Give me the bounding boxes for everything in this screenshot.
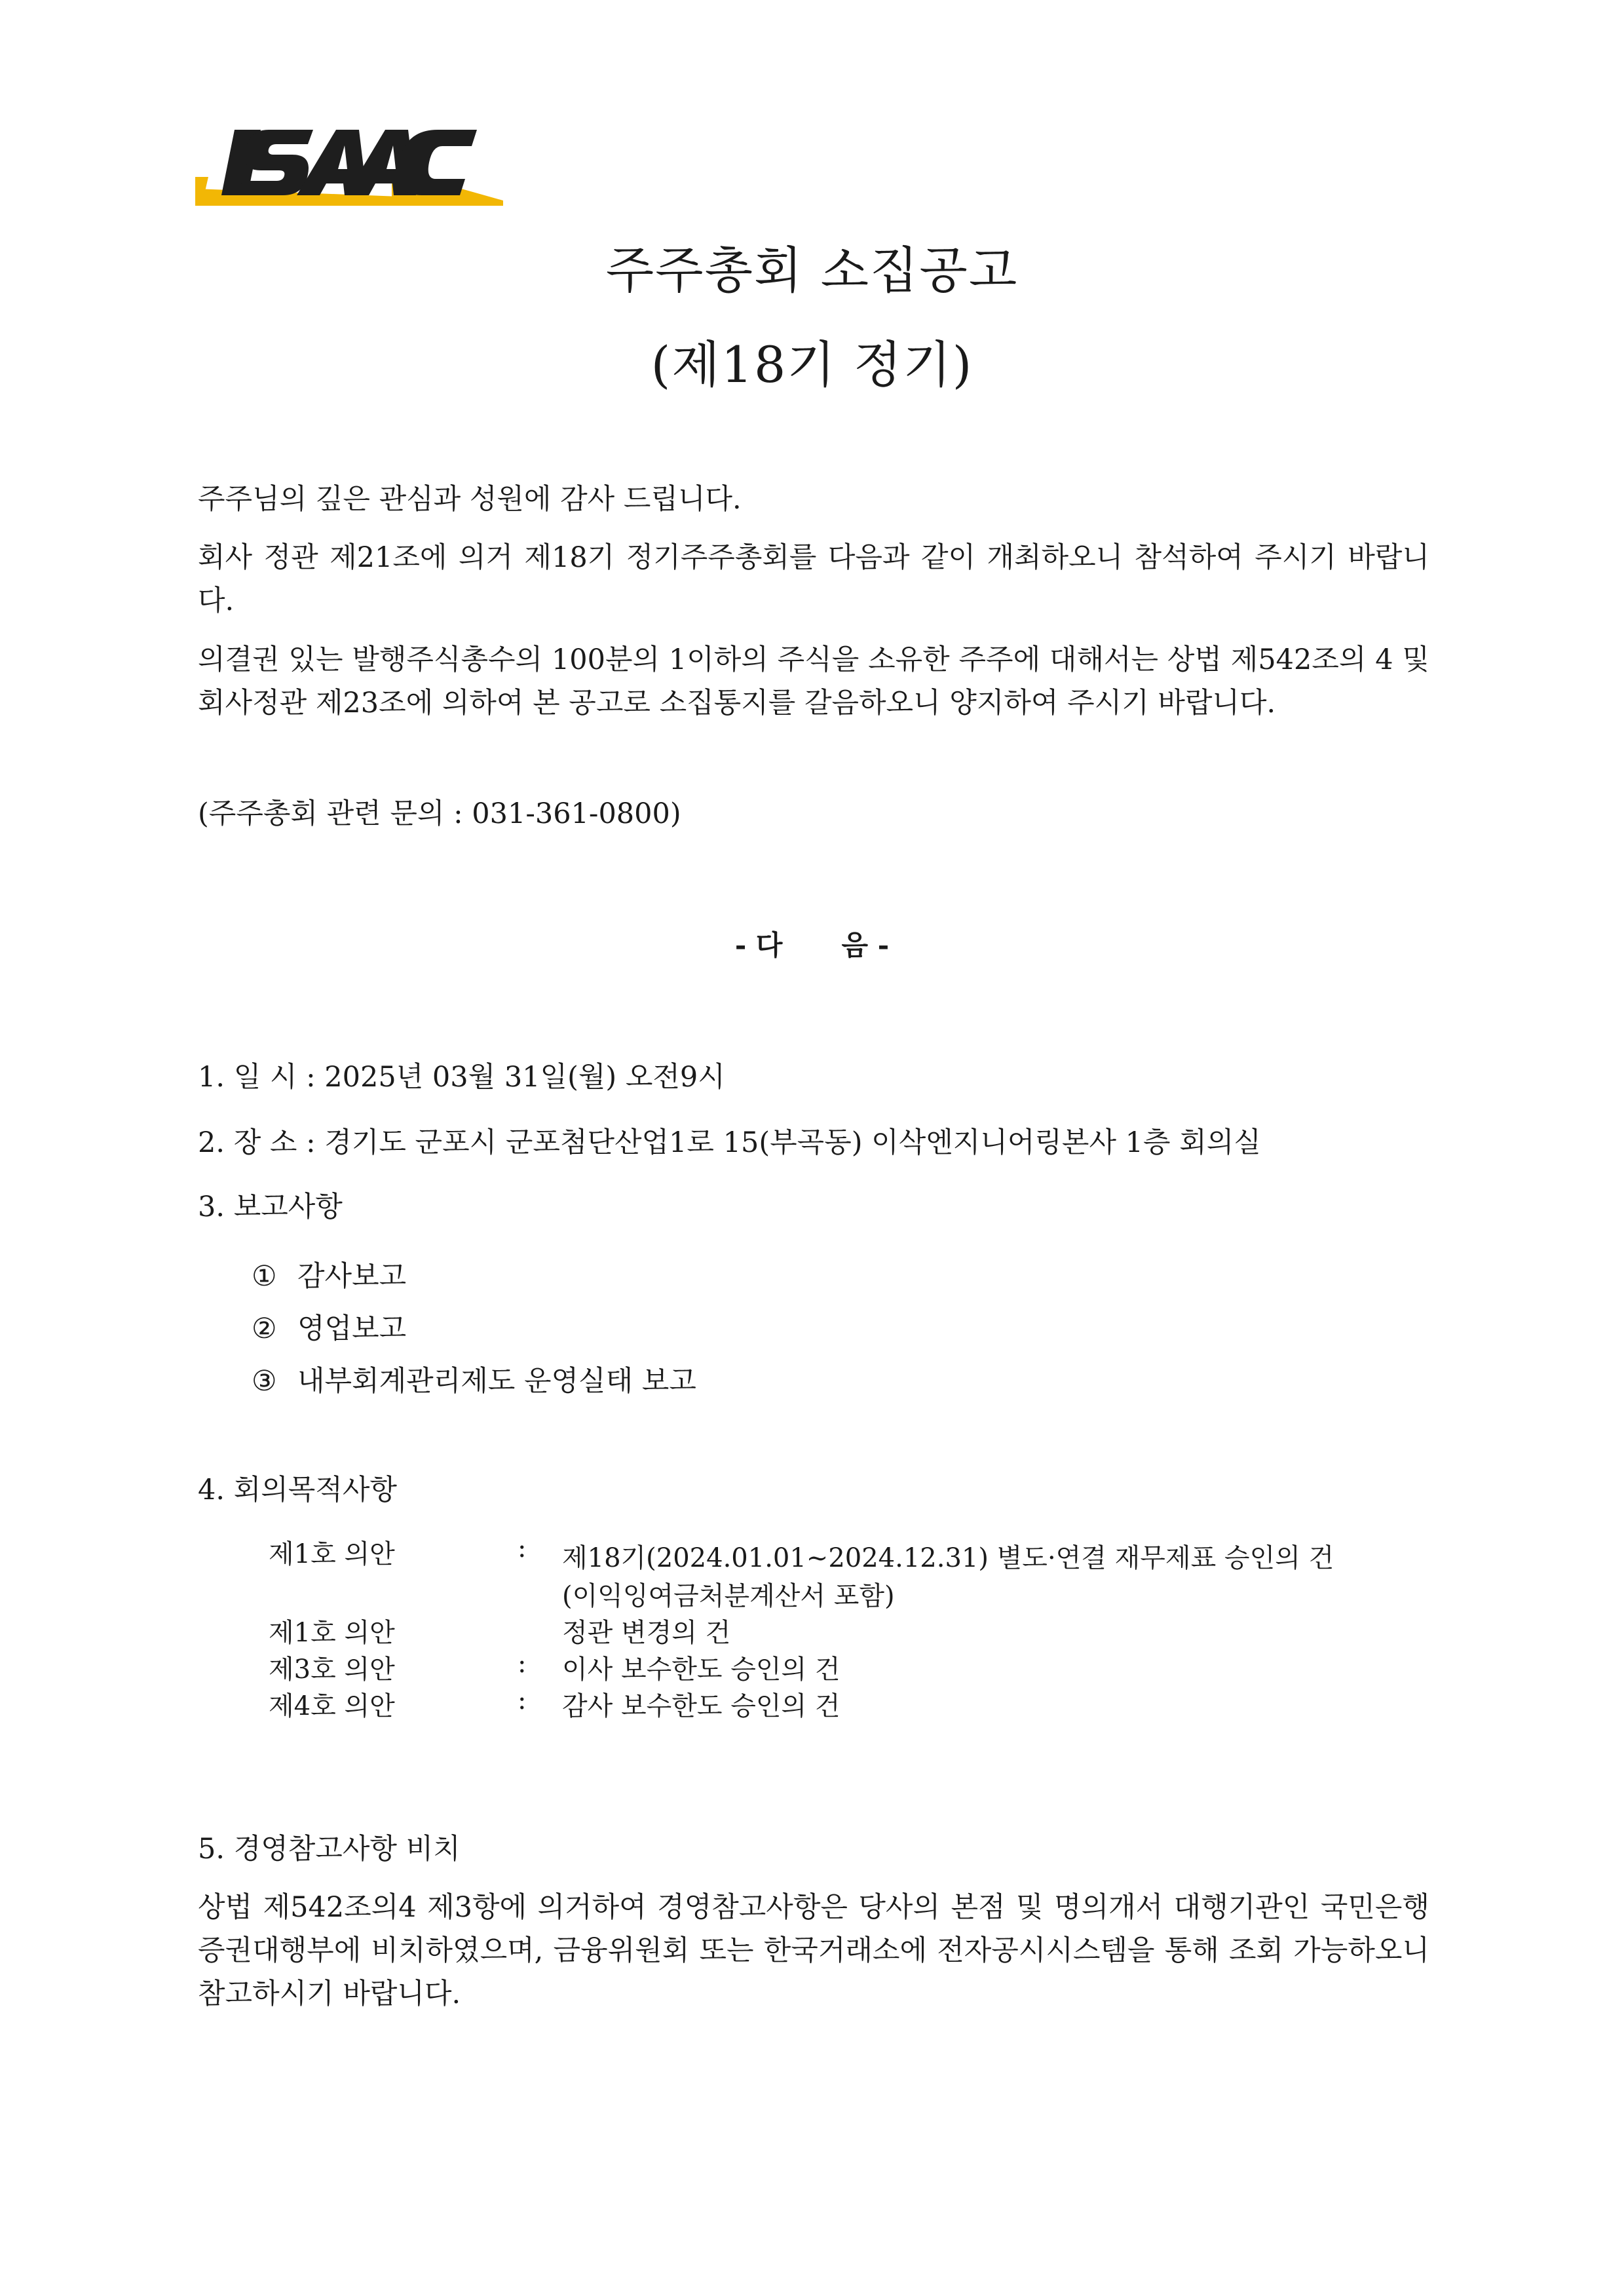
resolution-text-note: (이익잉여금처분계산서 포함) [562, 1581, 895, 1611]
contact-info: (주주총회 관련 문의 : 031-361-0800) [198, 797, 681, 830]
resolution-label: 제4호 의안 [269, 1691, 395, 1721]
notice-heading: - 다 음 - [734, 929, 890, 961]
resolution-text: 이사 보수한도 승인의 건 [562, 1655, 840, 1685]
resolution-label: 제3호 의안 [269, 1655, 395, 1685]
report-item: ② 영업보고 [252, 1312, 407, 1345]
resolution-label: 제1호 의안 [269, 1539, 395, 1569]
document-title: 주주총회 소집공고 [605, 241, 1019, 299]
resolution-colon: : [518, 1533, 527, 1563]
resolution-label: 제1호 의안 [269, 1618, 395, 1648]
resolution-text: 제18기(2024.01.01~2024.12.31) 별도·연결 재무제표 승인의 건 [562, 1543, 1334, 1573]
reference-title: 5. 경영참고사항 비치 [198, 1833, 461, 1866]
report-item: ③ 내부회계관리제도 운영실태 보고 [252, 1365, 696, 1398]
meeting-datetime: 1. 일 시 : 2025년 03월 31일(월) 오전9시 [198, 1061, 725, 1094]
reference-text: 상법 제542조의4 제3항에 의거하여 경영참고사항은 당사의 본점 및 명의개서 대행기관인 국민은행 증권대행부에 비치하였으며, 금융위원회 또는 한국거래소에 전자공시시스템을 통해 조회 가능하오니 참고하시기 바랍니다. [198, 1891, 1429, 2010]
resolution-text: 감사 보수한도 승인의 건 [562, 1691, 840, 1721]
greeting: 주주님의 깊은 관심과 성원에 감사 드립니다. [198, 483, 742, 516]
meeting-place: 2. 장 소 : 경기도 군포시 군포첨단산업1로 15(부곡동) 이삭엔지니어링본사 1층 회의실 [198, 1126, 1261, 1159]
resolution-colon: : [518, 1685, 527, 1715]
resolutions-title: 4. 회의목적사항 [198, 1474, 397, 1506]
report-item: ① 감사보고 [252, 1260, 407, 1293]
intro-paragraph-2: 의결권 있는 발행주식총수의 100분의 1이하의 주식을 소유한 주주에 대해서는 상법 제542조의 4 및 회사정관 제23조에 의하여 본 공고로 소집통지를 갈음하오니 양지하여 주시기 바랍니다. [198, 643, 1429, 719]
reports-title: 3. 보고사항 [198, 1191, 343, 1223]
resolution-text: 정관 변경의 건 [562, 1618, 731, 1648]
isaac-logo [195, 117, 503, 208]
document-subtitle: (제18기 정기) [651, 335, 973, 394]
resolution-colon: : [518, 1649, 527, 1679]
intro-paragraph-1: 회사 정관 제21조에 의거 제18기 정기주주총회를 다음과 같이 개최하오니 참석하여 주시기 바랍니다. [198, 541, 1429, 617]
